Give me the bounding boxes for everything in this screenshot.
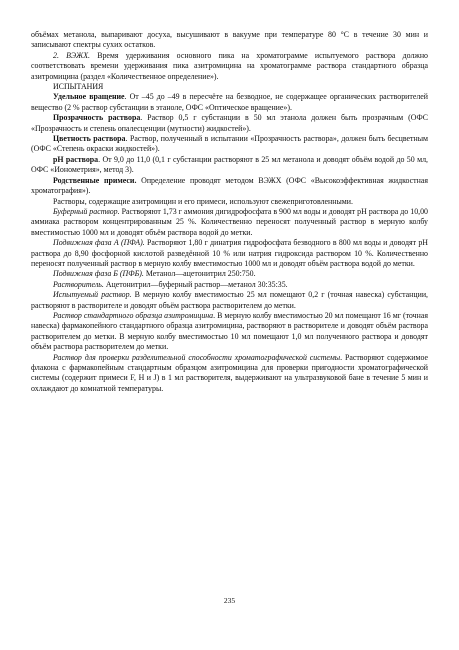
text-run: Растворы, содержащие азитромицин и его примеси, используют свежеприготовленными. [53,196,353,206]
section-heading-tests [31,82,428,92]
term-heading: pH раствора [53,154,99,164]
paragraph-color [31,134,428,155]
term-italic: Испытуемый раствор. [53,290,132,300]
text-run: В мерную колбу вместимостью 25 мл помещают 0,2 г (точная навеска) субстанции, растворяют в растворителе и доводят объём раствора растворителем до метки. [31,290,429,310]
text-run: объёмах метанола, выпаривают досуха, высушивают в вакууме при температуре 80 °C в течение 30 мин и записывают спектры сухих остатков. [31,30,428,50]
paragraph-1 [31,30,428,51]
term-italic: Раствор для проверки разделительной способности хроматографической системы [53,352,341,362]
paragraph-test-solution [31,290,428,311]
text-run: Ацетонитрил—буферный раствор—метанол 30:35:35. [103,279,288,289]
section-label: 2. ВЭЖХ. [53,50,91,60]
paragraph-2 [31,51,428,82]
term-heading: Родственные примеси. [53,175,137,185]
text-run: . Растворяют содержимое флакона с фармакопейным стандартным образцом азитромицина для проверки пригодности хроматографической системы (содержит примеси F, H и J) в 1 мл растворителя, выдерживают на ультразвуковой бане в течение 5 мин и охлаждают до комнатной температуры. [31,352,428,393]
page-number: 235 [223,596,236,605]
paragraph-reference-solution [31,311,428,353]
term-heading: Цветность раствора [53,134,126,144]
term-italic: Раствор стандартного образца азитромицина [53,310,214,320]
term-heading: Удельное вращение [53,92,125,102]
text-run: Определение проводят методом ВЭЖХ (ОФС «Высокоэффективная жидкостная хроматография»). [31,175,428,196]
term-italic: Буферный раствор. [53,206,120,216]
term-heading: Прозрачность раствора [53,113,141,123]
paragraph-mobile-phase-a [31,238,428,269]
paragraph-resolution-solution [31,353,428,395]
paragraph-fresh-solutions [31,197,428,207]
paragraph-clarity [31,113,428,134]
text-run: . От –45 до –49 в пересчёте на безводное, не содержащее органических растворителей вещество (2 % раствор субстанции в этаноле, ОФС «Оптическое вращение»). [31,92,428,112]
paragraph-ph [31,155,428,176]
text-run: . Раствор, полученный в испытании «Прозрачность раствора», должен быть бесцветным (ОФС «Степень окраски жидкостей»). [31,134,428,154]
document-body [31,30,428,394]
term-italic: Растворитель. [53,279,104,289]
text-run: Метанол—ацетонитрил 250:750. [143,269,256,279]
paragraph-specific-rotation [31,92,428,113]
paragraph-buffer [31,207,428,238]
text-run: Растворяют 1,73 г аммония дигидрофосфата в 900 мл воды и доводят pH раствора до 10,00 аммиака раствором концентрированным 25 %. Количественно переносят полученный раствор в мерную колбу вместимостью 1000 мл и доводят объём раствора водой до метки. [31,206,429,237]
term-italic: Подвижная фаза А (ПФА). [53,238,145,248]
term-italic: Подвижная фаза Б (ПФБ). [53,269,144,279]
text-run: . Раствор 0,5 г субстанции в 50 мл этанола должен быть прозрачным (ОФС «Прозрачность и степень опалесценции (мутности) жидкостей»). [31,113,428,133]
paragraph-solvent [31,280,428,290]
paragraph-related-impurities [31,176,428,197]
heading-text: ИСПЫТАНИЯ [53,82,104,92]
text-run: Растворяют 1,80 г динатрия гидрофосфата безводного в 800 мл воды и доводят pH раствора до 8,90 фосфорной кислотой разведённой 10 % или натрия гидроксида раствором 10 %. Количественно переносят полученный раствор в мерную колбу вместимостью 1000 мл и доводят объём раствора водой до метки. [31,238,428,268]
text-run: Время удерживания основного пика на хроматограмме испытуемого раствора должно соответствовать времени удерживания пика азитромицина на хроматограмме раствора стандартного образца азитромицина (раздел «Количественное определение»). [31,50,428,81]
text-run: . От 9,0 до 11,0 (0,1 г субстанции растворяют в 25 мл метанола и доводят объём водой до 50 мл, ОФС «Ионометрия», метод 3). [31,154,428,175]
text-run: . В мерную колбу вместимостью 20 мл помещают 16 мг (точная навеска) фармакопейного стандартного образца азитромицина, растворяют в растворителе и доводят объём раствора растворителем до метки. В мерную колбу вместимостью 10 мл помещают 1,0 мл полученного раствора и доводят объём раствора растворителем до метки. [31,310,428,352]
paragraph-mobile-phase-b [31,269,428,279]
